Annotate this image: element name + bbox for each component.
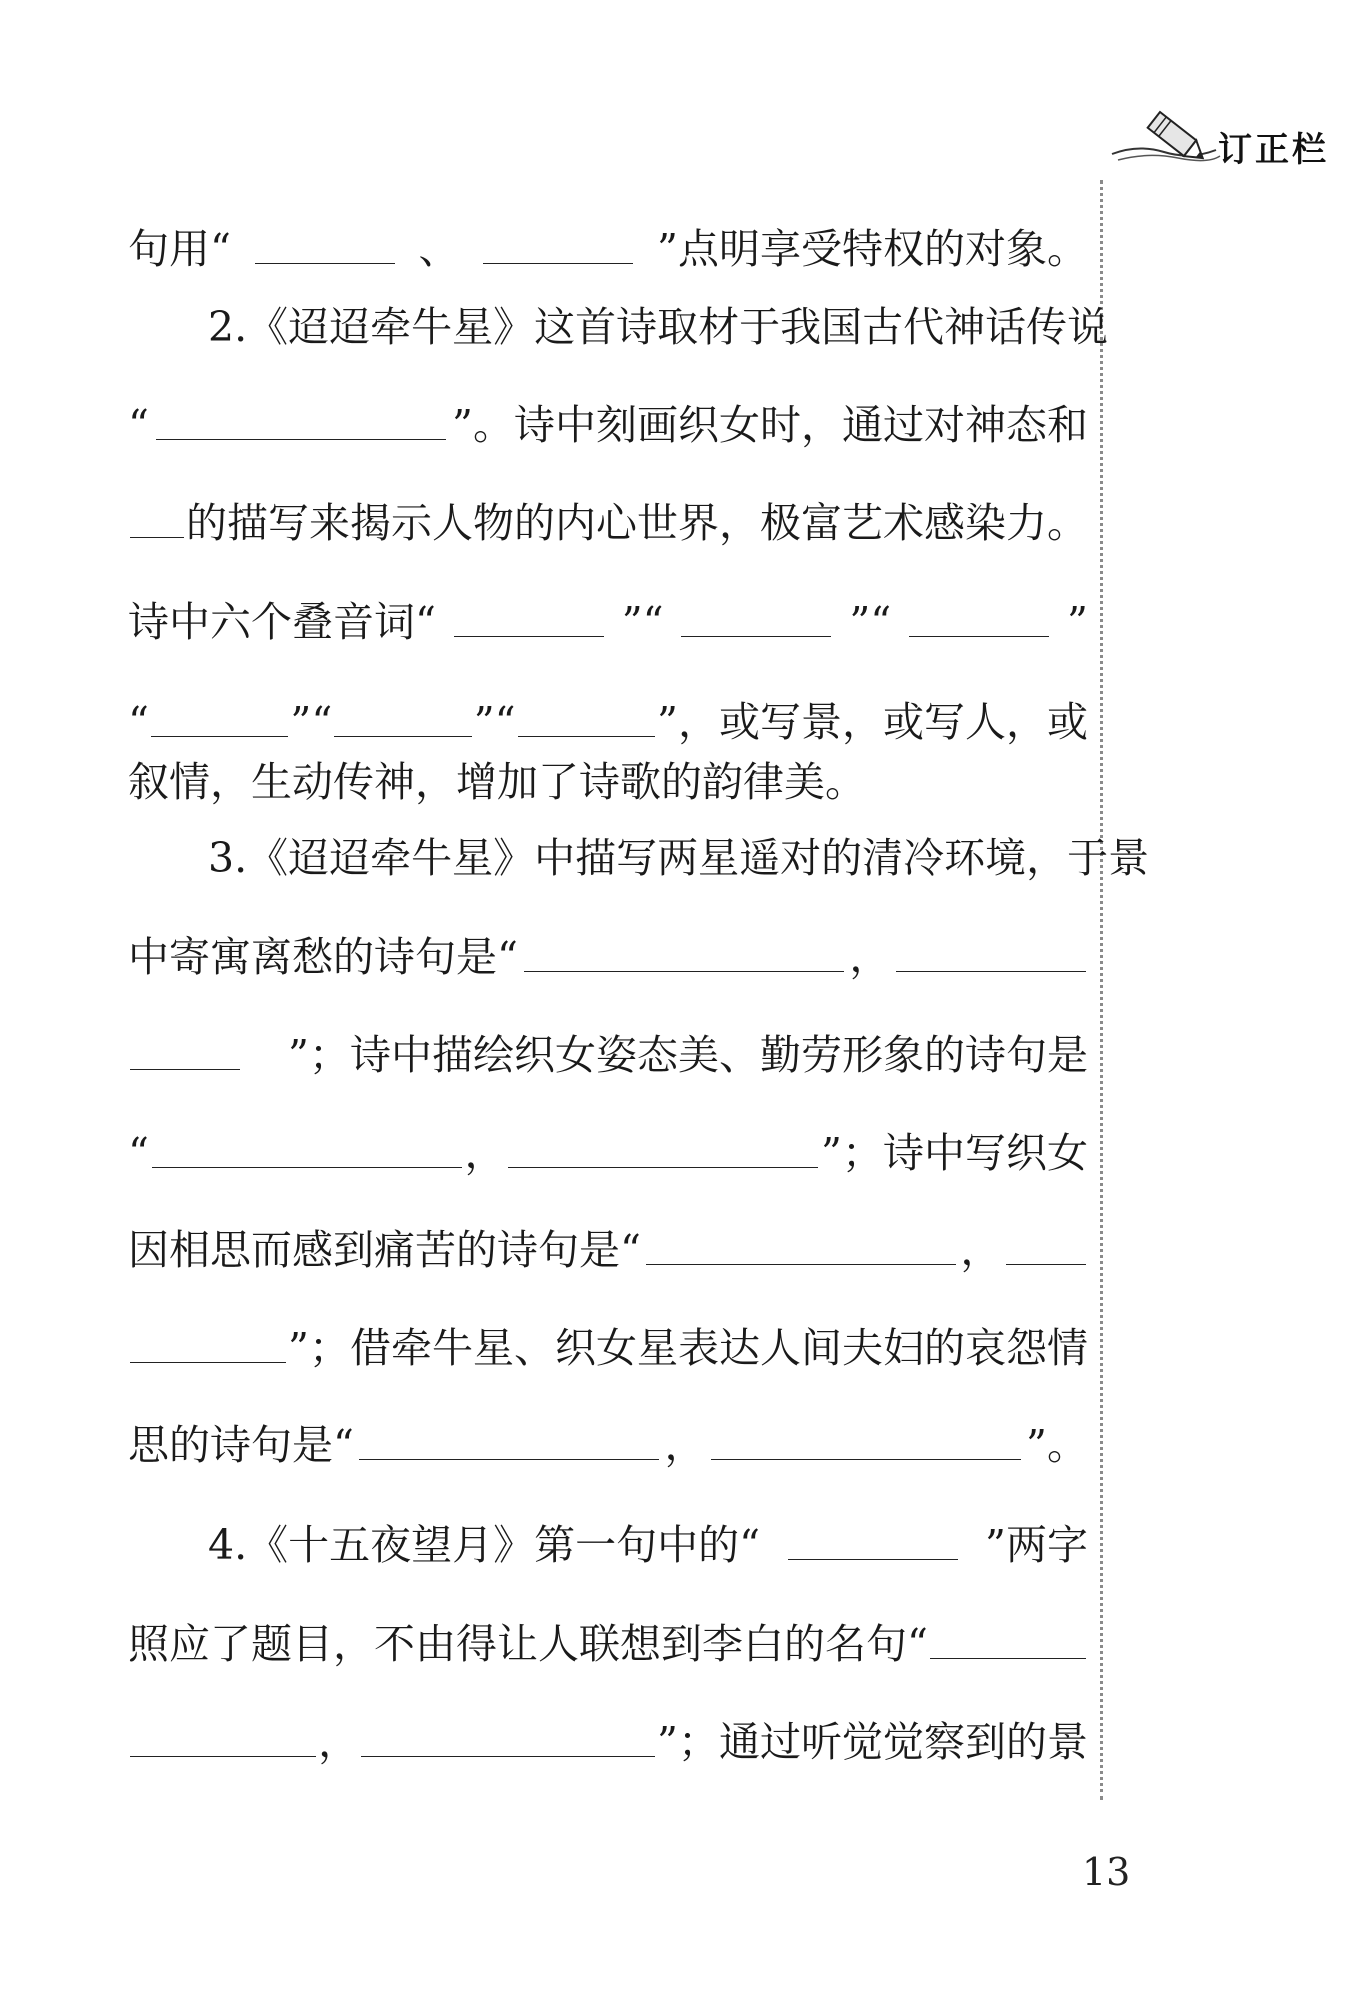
line-text: ”；诗中写织女 bbox=[821, 1129, 1088, 1177]
line-text: ”。 bbox=[1026, 1421, 1088, 1469]
line-text: 因相思而感到痛苦的诗句是“ bbox=[128, 1226, 641, 1274]
margin-dotted-divider bbox=[1100, 180, 1103, 1800]
line-text: 照应了题目，不由得让人联想到李白的名句“ bbox=[128, 1620, 928, 1668]
line-text: 叙情，生动传神，增加了诗歌的韵律美。 bbox=[128, 758, 866, 806]
answer-blank[interactable] bbox=[518, 732, 655, 737]
pencil-on-paper-icon bbox=[1108, 108, 1228, 168]
answer-blank[interactable] bbox=[711, 1455, 1021, 1460]
line-text: “ bbox=[128, 698, 149, 746]
answer-blank[interactable] bbox=[1006, 1260, 1086, 1265]
answer-blank[interactable] bbox=[255, 259, 395, 264]
answer-blank[interactable] bbox=[646, 1260, 956, 1265]
text-line-1 bbox=[128, 224, 1088, 274]
line-text: 、 bbox=[418, 225, 460, 273]
answer-blank[interactable] bbox=[454, 632, 604, 637]
line-text: ”；借牵牛星、织女星表达人间夫妇的哀怨情 bbox=[288, 1324, 1088, 1372]
line-text: ， bbox=[960, 1226, 1002, 1274]
text-line-10 bbox=[128, 1030, 1088, 1080]
line-text: ， bbox=[849, 933, 891, 981]
text-line-9 bbox=[128, 932, 1088, 982]
line-text: ， bbox=[664, 1421, 706, 1469]
text-line-4 bbox=[128, 498, 1088, 548]
text-line-7 bbox=[128, 757, 1088, 807]
line-text: ， bbox=[318, 1718, 360, 1766]
answer-blank[interactable] bbox=[508, 1163, 818, 1168]
text-line-6 bbox=[128, 697, 1088, 747]
correction-column-header bbox=[1108, 108, 1338, 178]
answer-blank[interactable] bbox=[156, 435, 446, 440]
line-text: “ bbox=[128, 401, 149, 449]
answer-blank[interactable] bbox=[130, 1752, 316, 1757]
answer-blank[interactable] bbox=[909, 632, 1049, 637]
text-line-3 bbox=[128, 400, 1088, 450]
answer-blank[interactable] bbox=[483, 259, 633, 264]
line-text: ”；通过听觉觉察到的景 bbox=[657, 1718, 1088, 1766]
line-text: ” bbox=[1066, 598, 1088, 646]
answer-blank[interactable] bbox=[359, 1455, 659, 1460]
answer-blank[interactable] bbox=[788, 1555, 958, 1560]
line-text: 思的诗句是“ bbox=[128, 1421, 354, 1469]
line-text: ”；诗中描绘织女姿态美、勤劳形象的诗句是 bbox=[288, 1031, 1088, 1079]
page-number: 13 bbox=[1082, 1850, 1131, 1894]
answer-blank[interactable] bbox=[361, 1752, 655, 1757]
line-text: ”“ bbox=[849, 598, 892, 646]
answer-blank[interactable] bbox=[130, 1358, 286, 1363]
line-text: “ bbox=[128, 1129, 149, 1177]
answer-blank[interactable] bbox=[681, 632, 831, 637]
answer-blank[interactable] bbox=[151, 732, 288, 737]
line-text: 句用“ bbox=[128, 225, 231, 273]
answer-blank[interactable] bbox=[896, 967, 1086, 972]
line-text: ”“ bbox=[290, 698, 333, 746]
text-line-8 bbox=[128, 833, 1150, 883]
text-line-15 bbox=[128, 1520, 1088, 1570]
line-text: ， bbox=[464, 1129, 506, 1177]
text-line-5 bbox=[128, 597, 1088, 647]
line-text: 4.《十五夜望月》第一句中的“ bbox=[208, 1521, 761, 1569]
line-text: ”，或写景，或写人，或 bbox=[657, 698, 1088, 746]
line-text: 的描写来揭示人物的内心世界，极富艺术感染力。 bbox=[186, 499, 1088, 547]
line-text: 3.《迢迢牵牛星》中描写两星遥对的清冷环境，于景 bbox=[208, 834, 1150, 882]
answer-blank[interactable] bbox=[152, 1163, 462, 1168]
line-text: 诗中六个叠音词“ bbox=[128, 598, 436, 646]
answer-blank[interactable] bbox=[130, 1065, 240, 1070]
text-line-16 bbox=[128, 1619, 1088, 1669]
text-line-12 bbox=[128, 1225, 1088, 1275]
text-line-14 bbox=[128, 1420, 1088, 1470]
line-text: ”两字 bbox=[985, 1521, 1088, 1569]
text-line-13 bbox=[128, 1323, 1088, 1373]
text-line-17 bbox=[128, 1717, 1088, 1767]
line-text: 2.《迢迢牵牛星》这首诗取材于我国古代神话传说 bbox=[208, 303, 1109, 351]
answer-blank[interactable] bbox=[130, 533, 184, 538]
correction-column-title: 订正栏 bbox=[1218, 130, 1329, 170]
line-text: ”点明享受特权的对象。 bbox=[657, 225, 1088, 273]
line-text: ”。诗中刻画织女时，通过对神态和 bbox=[452, 401, 1088, 449]
line-text: 中寄寓离愁的诗句是“ bbox=[128, 933, 518, 981]
answer-blank[interactable] bbox=[930, 1654, 1086, 1659]
text-line-2 bbox=[128, 302, 1109, 352]
answer-blank[interactable] bbox=[524, 967, 844, 972]
line-text: ”“ bbox=[621, 598, 664, 646]
line-text: ”“ bbox=[473, 698, 516, 746]
text-line-11 bbox=[128, 1128, 1088, 1178]
answer-blank[interactable] bbox=[334, 732, 471, 737]
